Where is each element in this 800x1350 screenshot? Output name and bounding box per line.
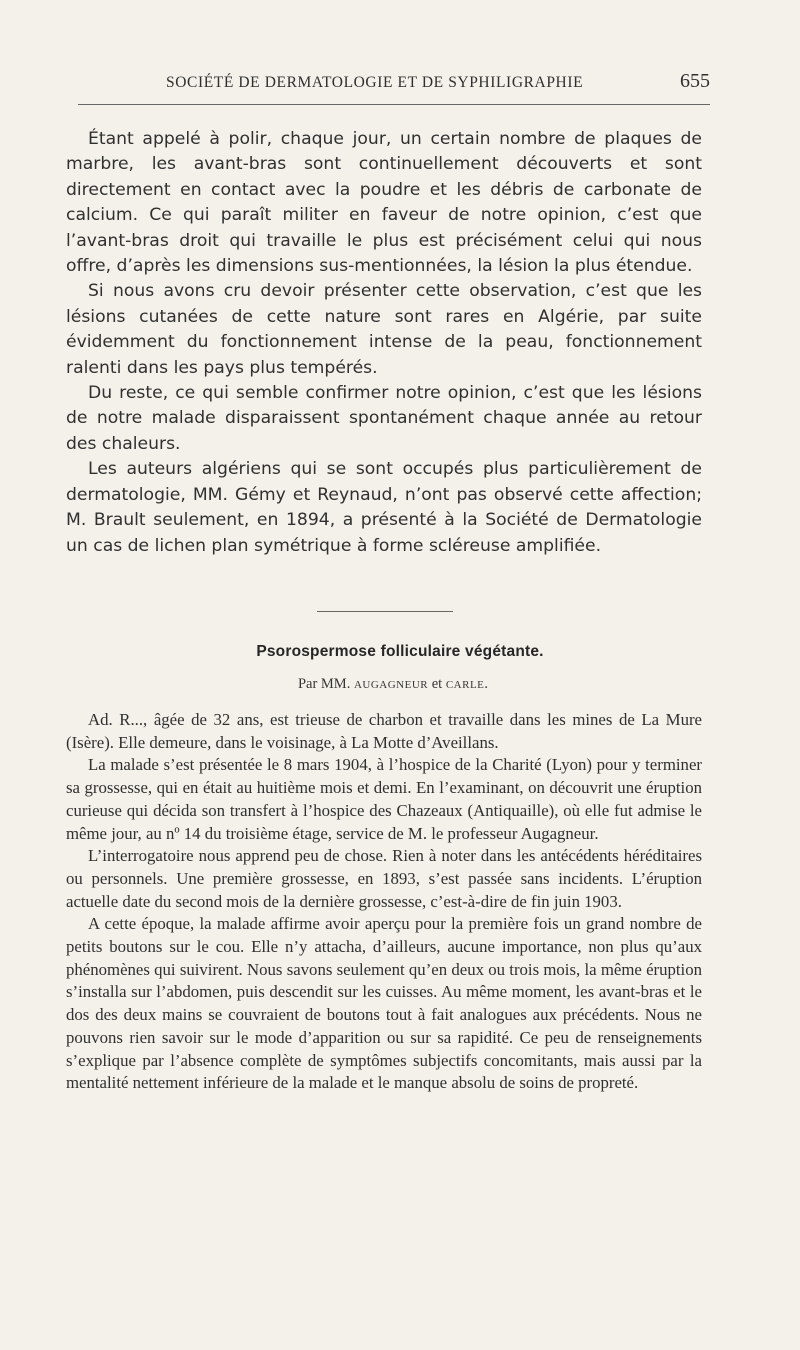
paragraph: Si nous avons cru devoir présenter cette observation, c’est que les lésions cutanées de cette nature sont rares en Algérie, par suite évidemment du fonctionnement intense de la peau, fonctionnement ralenti dans les pays plus tempérés.: [66, 281, 702, 378]
article-title: Psorospermose folliculaire végétante.: [256, 643, 544, 660]
section-divider: [317, 611, 453, 612]
author-augagneur: AUGAGNEUR: [353, 679, 429, 691]
paragraph: L’interrogatoire nous apprend peu de chose. Rien à noter dans les antécédents héréditaires ou personnels. Une première grossesse, en 1893, s’est passée sans incidents. L’éruption actuelle date du second mois de la dernière grossesse, c’est-à-dire de fin juin 1903.: [66, 846, 702, 911]
header-rule: [78, 104, 710, 105]
author-carle: CARLE: [445, 679, 485, 691]
article-text: [66, 709, 702, 1095]
paragraph: Ad. R..., âgée de 32 ans, est trieuse de charbon et travaille dans les mines de La Mure (Isère). Elle demeure, dans le voisinage, à La Motte d’Aveillans.: [66, 710, 702, 752]
paragraph: Étant appelé à polir, chaque jour, un certain nombre de plaques de marbre, les avant-bras sont continuellement découverts et sont directement en contact avec la poudre et les débris de carbonate de calcium. Ce qui paraît militer en faveur de notre opinion, c’est que l’avant-bras droit qui travaille le plus est précisément celui qui nous offre, d’après les dimensions sus-mentionnées, la lésion la plus étendue.: [66, 129, 702, 277]
paragraph: Les auteurs algériens qui se sont occupés plus particulièrement de dermatologie, MM. Gémy et Reynaud, n’ont pas observé cette affection; M. Brault seulement, en 1894, a présenté à la Société de Dermatologie un cas de lichen plan symétrique à forme scléreuse amplifiée.: [66, 459, 702, 556]
paragraph: La malade s’est présentée le 8 mars 1904, à l’hospice de la Charité (Lyon) pour y terminer sa grossesse, qui en était au huitième mois et demi. En l’examinant, on découvrit une éruption curieuse qui décida son transfert à l’hospice des Chazeaux (Antiquaille), où elle fut admise le même jour, au nº 14 du troisième étage, service de M. le professeur Augagneur.: [66, 755, 702, 843]
running-head: [78, 70, 710, 98]
paragraph: Du reste, ce qui semble confirmer notre opinion, c’est que les lésions de notre malade disparaissent spontanément chaque année au retour des chaleurs.: [66, 383, 702, 454]
paragraph: A cette époque, la malade affirme avoir aperçu pour la première fois un grand nombre de petits boutons sur le cou. Elle n’y attacha, d’ailleurs, aucune importance, non plus qu’aux phénomènes qui suivirent. Nous savons seulement qu’en deux ou trois mois, la même éruption s’installa sur l’abdomen, puis descendit sur les cuisses. Au même moment, les avant-bras et le dos des deux mains se couvraient de boutons tout à fait analogues aux précédents. Nous ne pouvons rien savoir sur le mode d’apparition ou sur sa rapidité. Ce peu de renseignements s’explique par l’absence complète de symptômes subjectifs concomitants, mais aussi par la mentalité nettement inférieure de la malade et le manque absolu de soins de propreté.: [66, 914, 702, 1093]
previous-article-text: [66, 127, 702, 559]
byline-period: .: [484, 676, 489, 692]
page-number: 655: [680, 70, 710, 92]
running-title: SOCIÉTÉ DE DERMATOLOGIE ET DE SYPHILIGRAPHIE: [166, 74, 584, 91]
byline: [0, 676, 786, 693]
byline-prefix: Par MM.: [297, 676, 351, 692]
byline-join: et: [431, 676, 443, 692]
